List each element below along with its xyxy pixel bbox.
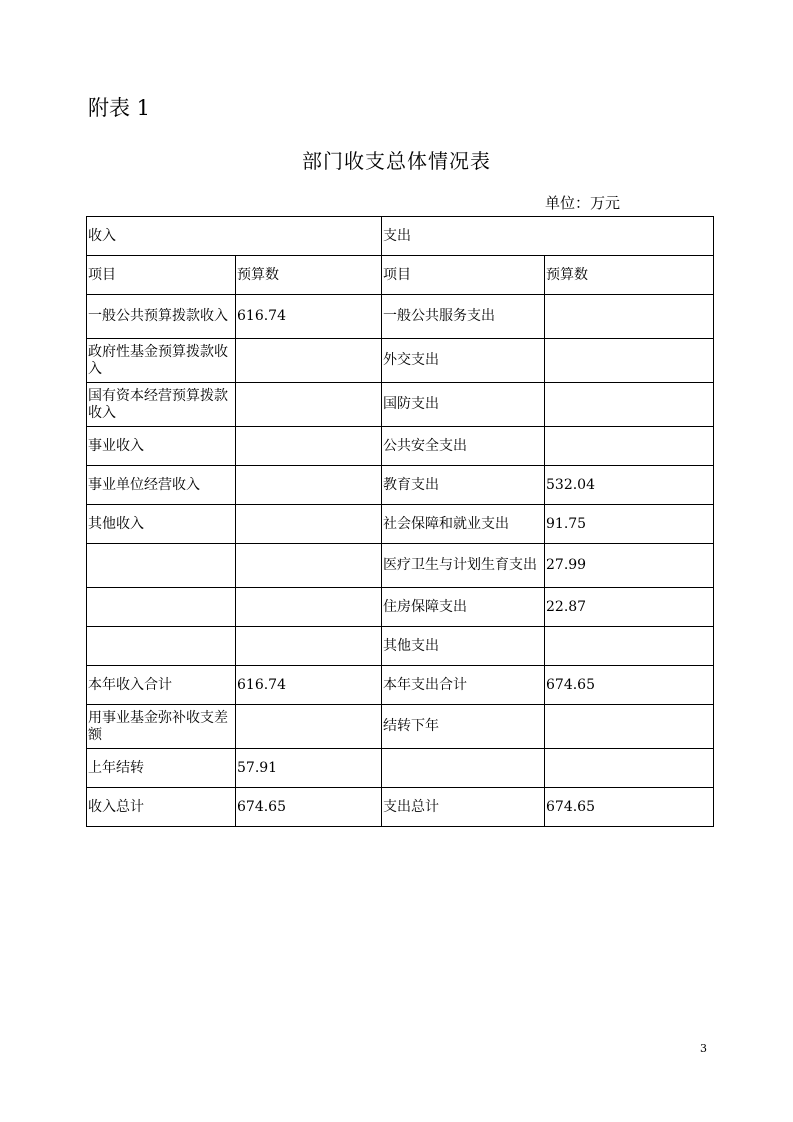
table-row <box>87 505 714 544</box>
expense-item-cell: 一般公共服务支出 <box>382 295 545 339</box>
income-item-header: 项目 <box>87 256 236 295</box>
table-row <box>87 749 714 788</box>
expense-item-cell: 其他支出 <box>382 627 545 666</box>
income-value-cell: 616.74 <box>236 666 382 705</box>
expense-item-cell: 教育支出 <box>382 466 545 505</box>
expense-item-header: 项目 <box>382 256 545 295</box>
expense-item-cell: 结转下年 <box>382 705 545 749</box>
income-value-cell <box>236 339 382 383</box>
income-value-cell <box>236 544 382 588</box>
income-value-cell <box>236 383 382 427</box>
expense-value-cell <box>545 749 714 788</box>
income-value-cell <box>236 705 382 749</box>
income-item-cell: 政府性基金预算拨款收入 <box>87 339 236 383</box>
income-value-cell: 616.74 <box>236 295 382 339</box>
expense-value-cell: 674.65 <box>545 788 714 827</box>
income-value-cell <box>236 466 382 505</box>
expense-item-cell <box>382 749 545 788</box>
expense-value-cell: 27.99 <box>545 544 714 588</box>
expense-item-cell: 本年支出合计 <box>382 666 545 705</box>
page-title: 部门收支总体情况表 <box>302 149 491 173</box>
expense-value-cell: 674.65 <box>545 666 714 705</box>
expense-value-cell: 91.75 <box>545 505 714 544</box>
income-item-cell: 收入总计 <box>87 788 236 827</box>
expense-value-cell <box>545 427 714 466</box>
table-row <box>87 383 714 427</box>
income-item-cell: 事业收入 <box>87 427 236 466</box>
table-row <box>87 544 714 588</box>
table-row <box>87 705 714 749</box>
table-row <box>87 427 714 466</box>
expense-budget-header: 预算数 <box>545 256 714 295</box>
table-row <box>87 627 714 666</box>
income-value-cell <box>236 588 382 627</box>
table-row <box>87 295 714 339</box>
table-row <box>87 788 714 827</box>
expense-value-cell: 22.87 <box>545 588 714 627</box>
income-item-cell: 用事业基金弥补收支差额 <box>87 705 236 749</box>
income-expense-table <box>86 216 714 827</box>
income-item-cell: 国有资本经营预算拨款收入 <box>87 383 236 427</box>
table-row <box>87 588 714 627</box>
expense-item-cell: 公共安全支出 <box>382 427 545 466</box>
income-budget-header: 预算数 <box>236 256 382 295</box>
table-row <box>87 466 714 505</box>
income-item-cell <box>87 588 236 627</box>
expense-item-cell: 支出总计 <box>382 788 545 827</box>
income-value-cell: 57.91 <box>236 749 382 788</box>
income-item-cell: 一般公共预算拨款收入 <box>87 295 236 339</box>
expense-item-cell: 国防支出 <box>382 383 545 427</box>
column-header-row <box>87 256 714 295</box>
expense-value-cell: 532.04 <box>545 466 714 505</box>
income-value-cell: 674.65 <box>236 788 382 827</box>
expense-item-cell: 医疗卫生与计划生育支出 <box>382 544 545 588</box>
table-row <box>87 666 714 705</box>
income-section-header: 收入 <box>87 217 382 256</box>
expense-value-cell <box>545 295 714 339</box>
income-value-cell <box>236 627 382 666</box>
expense-value-cell <box>545 383 714 427</box>
table-row <box>87 339 714 383</box>
expense-item-cell: 住房保障支出 <box>382 588 545 627</box>
income-item-cell: 本年收入合计 <box>87 666 236 705</box>
section-header-row <box>87 217 714 256</box>
income-item-cell: 其他收入 <box>87 505 236 544</box>
expense-value-cell <box>545 627 714 666</box>
page-number: 3 <box>700 1042 707 1055</box>
expense-item-cell: 社会保障和就业支出 <box>382 505 545 544</box>
expense-value-cell <box>545 339 714 383</box>
expense-section-header: 支出 <box>382 217 714 256</box>
expense-value-cell <box>545 705 714 749</box>
income-item-cell: 上年结转 <box>87 749 236 788</box>
income-value-cell <box>236 427 382 466</box>
appendix-label: 附表 1 <box>88 96 151 120</box>
income-item-cell <box>87 544 236 588</box>
income-item-cell: 事业单位经营收入 <box>87 466 236 505</box>
income-item-cell <box>87 627 236 666</box>
expense-item-cell: 外交支出 <box>382 339 545 383</box>
income-value-cell <box>236 505 382 544</box>
unit-label: 单位：万元 <box>545 194 621 212</box>
